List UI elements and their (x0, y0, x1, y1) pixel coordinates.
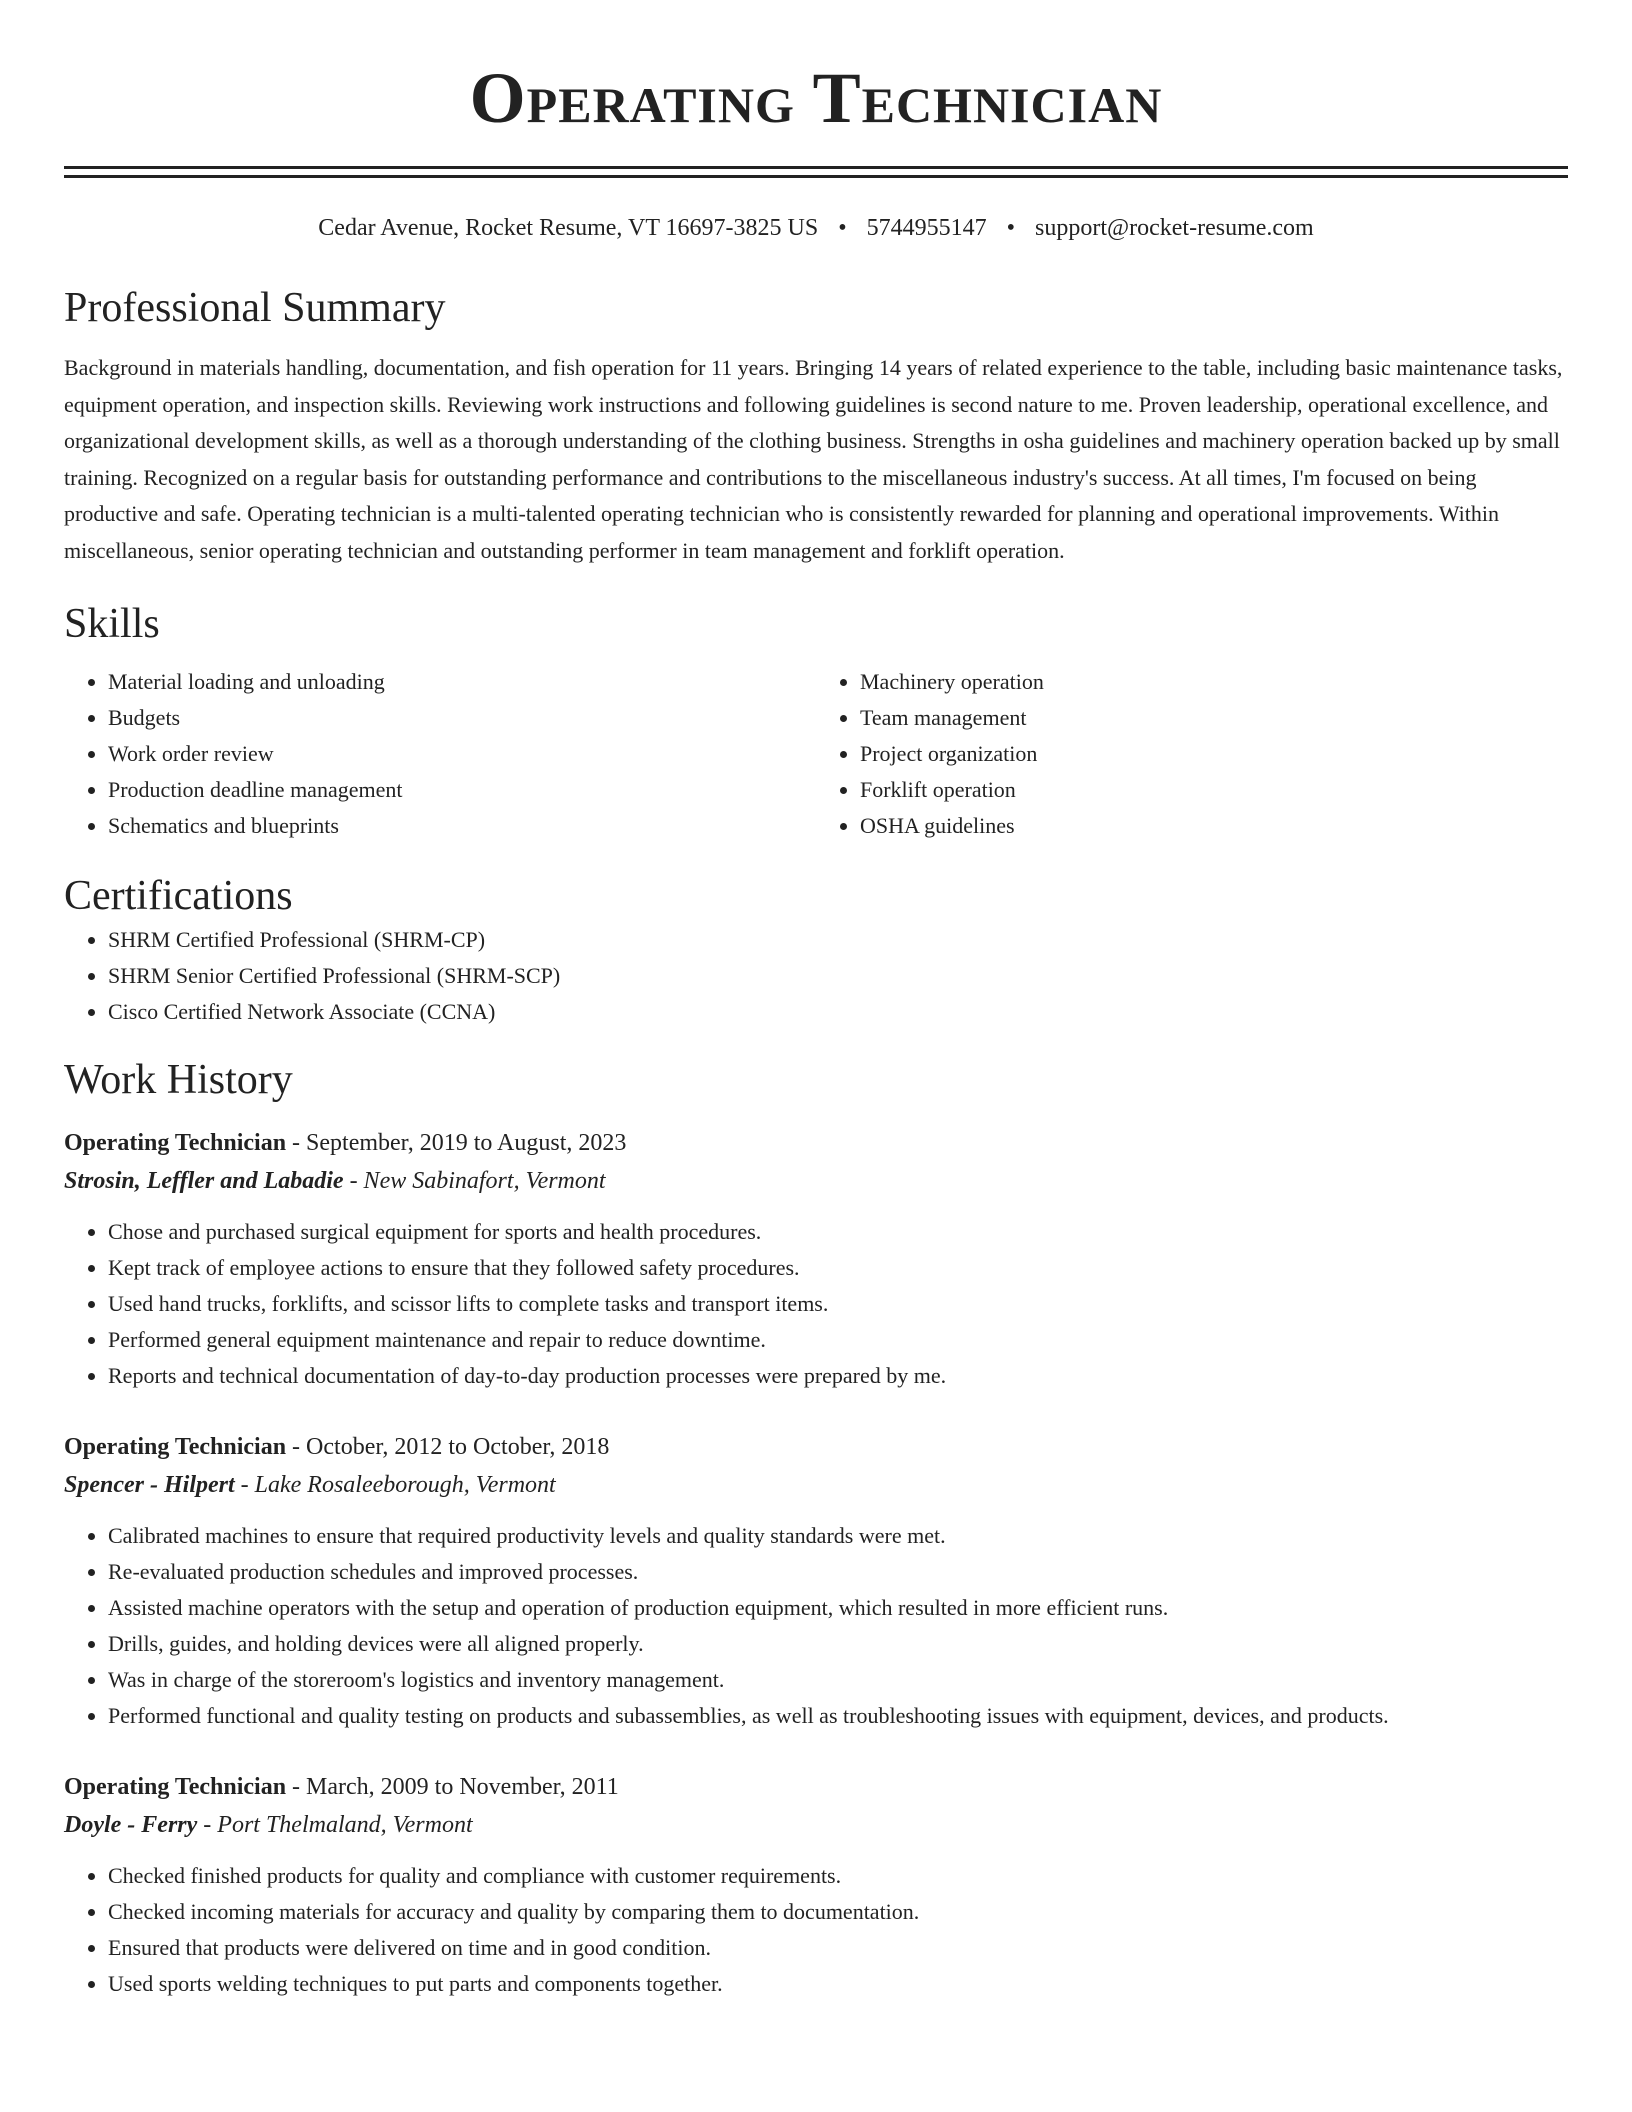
job-bullet: • Was in charge of the storeroom's logistics and inventory management. (108, 1662, 1568, 1698)
job-bullet: • Kept track of employee actions to ensure that they followed safety procedures. (108, 1250, 1568, 1286)
contact-line (64, 210, 1568, 246)
certification-item: • Cisco Certified Network Associate (CCNA) (108, 994, 1568, 1030)
job-entry (64, 1428, 1568, 1734)
job-company-line (64, 1466, 1568, 1504)
skill-item: • Work order review (108, 736, 816, 772)
job-bullets (64, 1214, 1568, 1394)
job-bullet: • Drills, guides, and holding devices were all aligned properly. (108, 1626, 1568, 1662)
contact-separator: • (1006, 215, 1016, 241)
job-entry (64, 1768, 1568, 2002)
job-entry (64, 1124, 1568, 1394)
summary-text: Background in materials handling, documentation, and fish operation for 11 years. Bringing 14 years of related experience to the table, including basic maintenance tasks, equipment operation, and inspection skills. Reviewing work instructions and following guidelines is second nature to me. Proven leadership, operational excellence, and organizational development skills, as well as a thorough understanding of the clothing business. Strengths in osha guidelines and machinery operation backed up by small training. Recognized on a regular basis for outstanding performance and contributions to the miscellaneous industry's success. At all times, I'm focused on being productive and safe. Operating technician is a multi-talented operating technician who is consistently rewarded for planning and operational improvements. Within miscellaneous, senior operating technician and outstanding performer in team management and forklift operation. (64, 355, 1563, 563)
skills-column-right (816, 664, 1568, 844)
job-bullet: • Checked finished products for quality and compliance with customer requirements. (108, 1858, 1568, 1894)
header-rule-bottom (64, 175, 1568, 178)
skill-item: • Project organization (860, 736, 1568, 772)
job-bullet: • Calibrated machines to ensure that required productivity levels and quality standards were met. (108, 1518, 1568, 1554)
job-role: Operating Technician (64, 1773, 287, 1800)
skill-item: • Machinery operation (860, 664, 1568, 700)
skill-item: • Team management (860, 700, 1568, 736)
job-dates: - March, 2009 to November, 2011 (286, 1773, 619, 1800)
contact-separator: • (838, 215, 847, 241)
job-role: Operating Technician (64, 1433, 287, 1460)
job-bullet: • Performed functional and quality testing on products and subassemblies, as well as troubleshooting issues with equipment, devices, and products. (108, 1698, 1568, 1734)
work-history-heading: Work History (64, 1056, 293, 1103)
job-bullet: • Ensured that products were delivered on time and in good condition. (108, 1930, 1568, 1966)
job-company: Strosin, Leffler and Labadie (64, 1167, 344, 1194)
job-dates: - September, 2019 to August, 2023 (286, 1129, 627, 1156)
job-company: Doyle - Ferry (64, 1811, 198, 1838)
skills-list (64, 664, 1568, 844)
job-bullet: • Checked incoming materials for accuracy and quality by comparing them to documentation. (108, 1894, 1568, 1930)
skill-item: • OSHA guidelines (860, 808, 1568, 844)
job-location: - Port Thelmaland, Vermont (197, 1811, 473, 1838)
job-bullets (64, 1518, 1568, 1734)
resume-name: Operating Technician (469, 58, 1163, 138)
contact-address: Cedar Avenue, Rocket Resume, VT 16697-3825 US (318, 215, 819, 241)
contact-email: support@rocket-resume.com (1035, 215, 1314, 241)
job-bullet: • Assisted machine operators with the setup and operation of production equipment, which resulted in more efficient runs. (108, 1590, 1568, 1626)
skills-column-left (64, 664, 816, 844)
certifications-heading: Certifications (64, 872, 293, 919)
job-bullets (64, 1858, 1568, 2002)
job-bullet: • Performed general equipment maintenance and repair to reduce downtime. (108, 1322, 1568, 1358)
job-company: Spencer - Hilpert (64, 1471, 235, 1498)
job-bullet: • Reports and technical documentation of day-to-day production processes were prepared by me. (108, 1358, 1568, 1394)
skills-heading: Skills (64, 600, 160, 647)
job-bullet: • Used hand trucks, forklifts, and scissor lifts to complete tasks and transport items. (108, 1286, 1568, 1322)
skill-item: • Schematics and blueprints (108, 808, 816, 844)
resume-page (64, 0, 1568, 2002)
job-header (64, 1124, 1568, 1162)
skill-item: • Forklift operation (860, 772, 1568, 808)
skill-item: • Material loading and unloading (108, 664, 816, 700)
summary-heading: Professional Summary (64, 285, 446, 331)
job-header (64, 1428, 1568, 1466)
job-header (64, 1768, 1568, 1806)
job-bullet: • Used sports welding techniques to put parts and components together. (108, 1966, 1568, 2002)
certification-item: • SHRM Senior Certified Professional (SHRM-SCP) (108, 958, 1568, 994)
header-rule-top (64, 166, 1568, 169)
job-bullet: • Chose and purchased surgical equipment for sports and health procedures. (108, 1214, 1568, 1250)
job-dates: - October, 2012 to October, 2018 (286, 1433, 610, 1460)
job-location: - Lake Rosaleeborough, Vermont (234, 1471, 556, 1498)
job-company-line (64, 1806, 1568, 1844)
job-company-line (64, 1162, 1568, 1200)
certifications-list (64, 922, 1568, 1030)
skill-item: • Budgets (108, 700, 816, 736)
job-role: Operating Technician (64, 1129, 287, 1156)
certification-item: • SHRM Certified Professional (SHRM-CP) (108, 922, 1568, 958)
job-bullet: • Re-evaluated production schedules and improved processes. (108, 1554, 1568, 1590)
skill-item: • Production deadline management (108, 772, 816, 808)
contact-phone: 5744955147 (866, 215, 987, 241)
job-location: - New Sabinafort, Vermont (343, 1167, 606, 1194)
